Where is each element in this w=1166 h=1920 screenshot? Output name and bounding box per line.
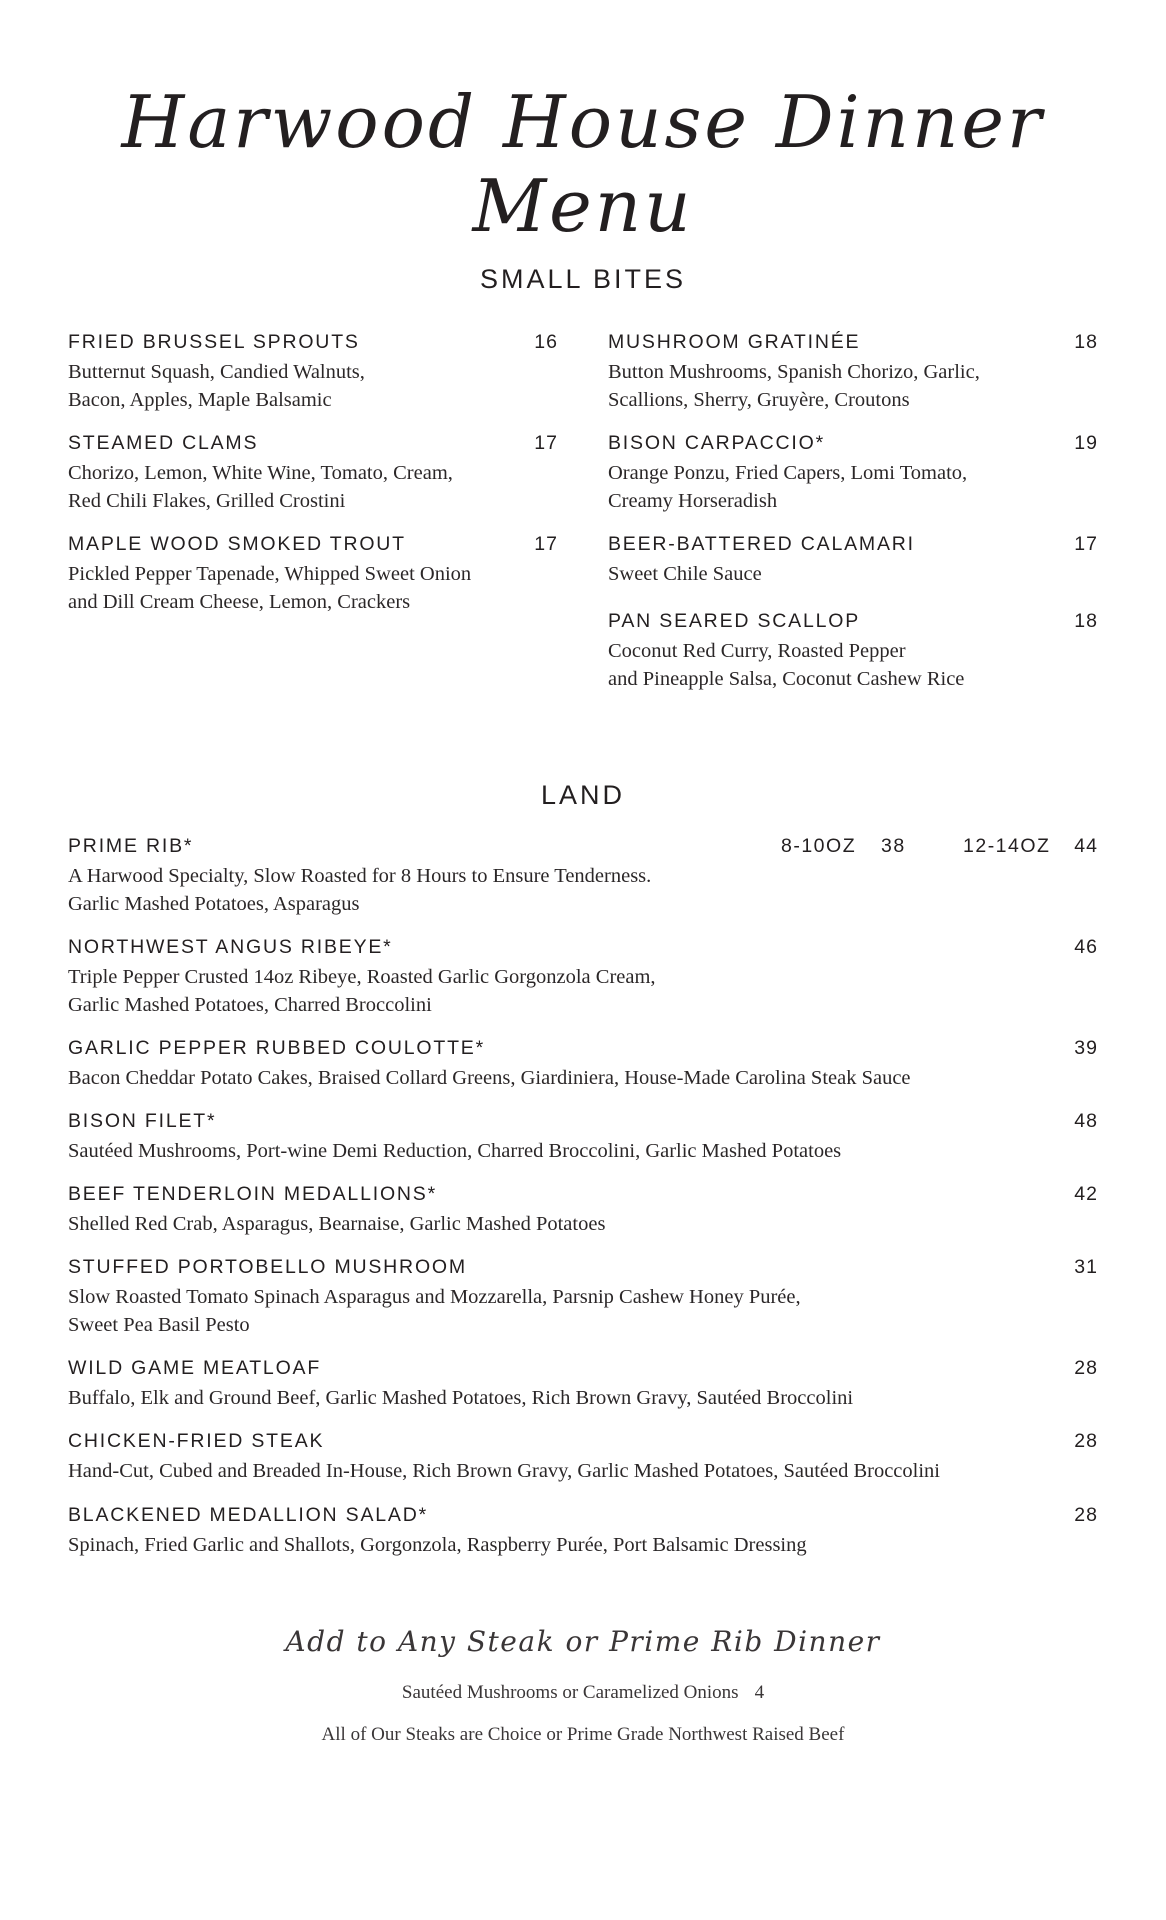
addon-line	[0, 1682, 1166, 1704]
addon-item: Sautéed Mushrooms or Caramelized Onions	[401, 1682, 739, 1703]
item-name: STUFFED PORTOBELLO MUSHROOM	[68, 1256, 467, 1278]
item-name: MUSHROOM GRATINÉE	[608, 331, 861, 353]
item-price: 48	[1074, 1110, 1098, 1132]
menu-title: Harwood House Dinner Menu	[121, 80, 1045, 248]
item-name: WILD GAME MEATLOAF	[68, 1357, 322, 1379]
menu-item	[68, 1110, 1098, 1165]
item-price: 16	[534, 331, 558, 353]
item-description: A Harwood Specialty, Slow Roasted for 8 Hours to Ensure Tenderness. Garlic Mashed Potatoes, Asparagus	[68, 865, 652, 915]
menu-item	[68, 1256, 1098, 1339]
size-price: 38	[881, 835, 906, 857]
size-price: 44	[1074, 835, 1098, 857]
item-description: Coconut Red Curry, Roasted Pepper and Pineapple Salsa, Coconut Cashew Rice	[608, 640, 965, 690]
section-heading-small-bites: SMALL BITES	[479, 264, 687, 294]
menu-item	[68, 1504, 1098, 1559]
item-price: 17	[534, 432, 558, 454]
item-name: PAN SEARED SCALLOP	[608, 610, 861, 632]
menu-item	[68, 936, 1098, 1019]
item-price: 42	[1074, 1183, 1098, 1205]
menu-item	[68, 533, 558, 616]
item-description: Buffalo, Elk and Ground Beef, Garlic Mashed Potatoes, Rich Brown Gravy, Sautéed Broccolini	[68, 1387, 854, 1409]
item-description: Slow Roasted Tomato Spinach Asparagus and Mozzarella, Parsnip Cashew Honey Purée, Sweet Pea Basil Pesto	[68, 1286, 801, 1336]
menu-item	[68, 1357, 1098, 1412]
menu-item	[68, 331, 558, 414]
item-description: Triple Pepper Crusted 14oz Ribeye, Roasted Garlic Gorgonzola Cream, Garlic Mashed Potatoes, Charred Broccolini	[68, 966, 656, 1016]
steak-grade-note: All of Our Steaks are Choice or Prime Grade Northwest Raised Beef	[321, 1724, 845, 1745]
size-label: 12-14OZ	[963, 835, 1051, 857]
item-name: PRIME RIB*	[68, 835, 194, 857]
item-description: Bacon Cheddar Potato Cakes, Braised Collard Greens, Giardiniera, House-Made Carolina Steak Sauce	[68, 1067, 911, 1089]
menu-item	[68, 1430, 1098, 1485]
item-description: Hand-Cut, Cubed and Breaded In-House, Rich Brown Gravy, Garlic Mashed Potatoes, Sautéed Broccolini	[68, 1460, 940, 1482]
menu-item-prime-rib	[68, 835, 1098, 918]
item-description: Button Mushrooms, Spanish Chorizo, Garlic, Scallions, Sherry, Gruyère, Croutons	[608, 361, 980, 411]
section-heading-land: LAND	[540, 780, 626, 810]
item-price: 18	[1074, 610, 1098, 632]
item-name: BLACKENED MEDALLION SALAD*	[68, 1504, 428, 1526]
menu-item	[608, 610, 1098, 693]
item-price: 18	[1074, 331, 1098, 353]
item-description: Orange Ponzu, Fried Capers, Lomi Tomato, Creamy Horseradish	[608, 462, 968, 512]
item-name: BEEF TENDERLOIN MEDALLIONS*	[68, 1183, 437, 1205]
item-price: 19	[1074, 432, 1098, 454]
item-price: 17	[1074, 533, 1098, 555]
item-description: Chorizo, Lemon, White Wine, Tomato, Cream, Red Chili Flakes, Grilled Crostini	[68, 462, 453, 512]
size-label: 8-10OZ	[781, 835, 857, 857]
item-description: Butternut Squash, Candied Walnuts, Bacon, Apples, Maple Balsamic	[68, 361, 365, 411]
item-name: FRIED BRUSSEL SPROUTS	[68, 331, 360, 353]
menu-item	[68, 1037, 1098, 1092]
item-price: 39	[1074, 1037, 1098, 1059]
menu-item	[608, 533, 1098, 588]
item-price: 28	[1074, 1430, 1098, 1452]
item-description: Spinach, Fried Garlic and Shallots, Gorgonzola, Raspberry Purée, Port Balsamic Dressing	[68, 1534, 807, 1556]
item-name: MAPLE WOOD SMOKED TROUT	[68, 533, 406, 555]
item-description: Shelled Red Crab, Asparagus, Bearnaise, Garlic Mashed Potatoes	[68, 1213, 606, 1235]
addon-title: Add to Any Steak or Prime Rib Dinner	[285, 1625, 881, 1658]
item-description: Sweet Chile Sauce	[608, 563, 762, 585]
menu-item	[608, 432, 1098, 515]
item-price: 31	[1074, 1256, 1098, 1278]
addon-price: 4	[754, 1682, 765, 1703]
item-name: BISON CARPACCIO*	[608, 432, 825, 454]
item-name: BISON FILET*	[68, 1110, 217, 1132]
item-name: CHICKEN-FRIED STEAK	[68, 1430, 325, 1452]
item-name: STEAMED CLAMS	[68, 432, 259, 454]
item-description: Pickled Pepper Tapenade, Whipped Sweet Onion and Dill Cream Cheese, Lemon, Crackers	[68, 563, 472, 613]
item-description: Sautéed Mushrooms, Port-wine Demi Reduction, Charred Broccolini, Garlic Mashed Potatoes	[68, 1140, 842, 1162]
item-price: 46	[1074, 936, 1098, 958]
item-name: BEER-BATTERED CALAMARI	[608, 533, 915, 555]
menu-item	[68, 1183, 1098, 1238]
menu-item	[68, 432, 558, 515]
item-price: 28	[1074, 1504, 1098, 1526]
menu-item	[608, 331, 1098, 414]
item-name: GARLIC PEPPER RUBBED COULOTTE*	[68, 1037, 485, 1059]
item-price: 28	[1074, 1357, 1098, 1379]
item-name: NORTHWEST ANGUS RIBEYE*	[68, 936, 393, 958]
item-price: 17	[534, 533, 558, 555]
